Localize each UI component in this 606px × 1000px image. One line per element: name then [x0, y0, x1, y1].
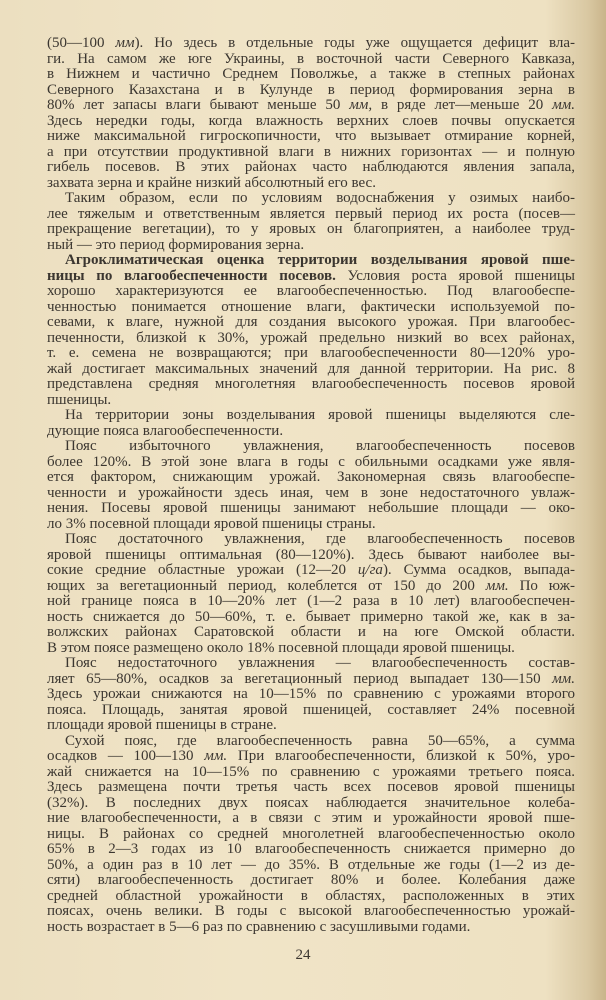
text-line: ется фактором, снижающим урожай. Закономерная связь влагообеспе- — [47, 469, 575, 485]
text-line: На территории зоны возделывания яровой пшеницы выделяются сле- — [65, 407, 575, 423]
paragraph — [47, 408, 575, 439]
text-line: жай достигает максимальных значений для данной территории. На рис. 8 — [47, 360, 575, 377]
italic-unit-text: мм — [115, 35, 135, 51]
text-line: поясах, очень велики. В годы с высокой влагообеспеченностью урожай- — [47, 903, 575, 919]
text-line: лее тяжелым и ответственным является первый период их роста (посев— — [47, 205, 575, 222]
text-line: севами, к влаге, нужной для создания высокого урожая. При влагообес- — [47, 314, 575, 330]
italic-unit-text: мм. — [485, 577, 509, 594]
text-segment: По юж- — [508, 577, 575, 594]
text-line: а при отсутствии продуктивной влаги в нижних горизонтах — и полную — [47, 143, 575, 160]
text-line: прекращение вегетации), то у яровых он благоприятен, а наиболее труд- — [47, 221, 575, 237]
text-line: ло 3% посевной площади яровой пшеницы страны. — [47, 515, 376, 532]
text-line: ный — это период формирования зерна. — [47, 236, 305, 253]
text-segment: При влагообеспеченности, близкой к 50%, уро- — [227, 748, 575, 764]
text-segment: сокие средние областные урожаи (12—20 — [47, 562, 358, 578]
text-line: т. е. семена не возвращаются; при влагообеспеченности 80—120% уро- — [47, 345, 575, 361]
text-line: сяти) влагообеспеченность достигает 80% и более. Колебания даже — [47, 872, 575, 888]
italic-unit-text: мм. — [552, 97, 576, 113]
text-line: пояса. Площадь, занятая яровой пшеницей, составляет 24% посевной — [47, 701, 575, 718]
text-line: в Нижнем и частично Среднем Поволжье, а также в степных районах — [47, 66, 575, 82]
text-line: Пояс недостаточного увлажнения — влагообеспеченность состав- — [65, 655, 575, 671]
text-line: ность возрастает в 5—6 раз по сравнению с засушливыми годами. — [47, 918, 471, 935]
text-line: Северного Казахстана и в Кулунде в период формирования зерна в — [47, 81, 575, 98]
text-segment: ). Сумма осадков, выпада- — [382, 562, 576, 578]
italic-unit-text: мм. — [204, 748, 228, 764]
text-line: Здесь нередки годы, когда влажность верхних слоев почвы опускается — [47, 112, 575, 129]
paragraph — [47, 191, 575, 253]
text-line: ниже максимальной гигроскопичности, что вызывает отмирание корней, — [47, 128, 575, 144]
text-line: гибель посевов. В этих районах часто наблюдаются явления запала, — [47, 159, 575, 175]
italic-unit-text: мм. — [552, 670, 575, 687]
paragraph — [47, 253, 575, 408]
text-line — [47, 579, 575, 595]
text-line: Таким образом, если по условиям водоснабжения у озимых наибо- — [65, 190, 575, 206]
text-line — [47, 563, 575, 579]
paragraph — [47, 532, 575, 656]
text-line: ницы. В районах со средней многолетней влагообеспеченностью около — [47, 825, 575, 842]
text-line — [47, 749, 575, 765]
text-line: Пояс избыточного увлажнения, влагообеспеченность посевов — [65, 438, 575, 454]
text-line: Здесь размещена почти третья часть всех посевов яровой пшеницы — [47, 779, 575, 795]
text-segment: ляет 65—80%, осадков за вегетационный период выпадает 130—150 — [47, 670, 553, 687]
italic-unit-text: ц/га — [357, 562, 383, 578]
text-line: Сухой пояс, где влагообеспеченность равна 50—65%, а сумма — [65, 732, 575, 749]
text-line: ги. На самом же юге Украины, в восточной части Северного Кавказа, — [47, 50, 575, 67]
text-line — [47, 36, 575, 52]
text-line: яровой пшеницы оптимальная (80—120%). Здесь бывают наиболее вы- — [47, 546, 575, 563]
text-line — [47, 253, 575, 269]
bold-heading-text: ницы по влагообеспеченности посевов. — [47, 267, 336, 284]
text-line: ной границе пояса в 10—20% лет (1—2 раза в 10 лет) влагообеспечен- — [47, 593, 575, 609]
text-line: захвата зерна и крайне низкий абсолютный его вес. — [47, 174, 376, 191]
page-number: 24 — [295, 947, 311, 963]
text-segment: в ряде лет—меньше 20 — [372, 97, 553, 113]
text-segment: осадков — 100—130 — [47, 748, 205, 764]
page-body — [47, 36, 575, 935]
text-line: Пояс достаточного увлажнения, где влагообеспеченность посевов — [65, 531, 575, 547]
text-line: жай снижается на 10—15% по сравнению с урожаями третьего пояса. — [47, 763, 575, 780]
paragraph — [47, 656, 575, 734]
text-line: В этом поясе размещено около 18% посевной площади яровой пшеницы. — [47, 639, 515, 656]
bold-heading-text: Агроклиматическая оценка территории возделывания яровой пше- — [65, 252, 575, 268]
text-line: представлена средняя многолетняя влагообеспеченность посевов яровой — [47, 376, 575, 392]
text-line: 50%, а один раз в 10 лет — до 35%. В отдельные же годы (1—2 из де- — [47, 856, 575, 873]
text-line: ченности и урожайности здесь иная, чем в зоне недостаточного увлаж- — [47, 484, 575, 501]
paragraph — [47, 734, 575, 936]
text-line: площади яровой пшеницы в стране. — [47, 717, 277, 733]
text-segment: 80% лет запасы влаги бывают меньше 50 — [47, 97, 350, 113]
text-line: Здесь урожаи снижаются на 10—15% по сравнению с урожаями второго — [47, 686, 575, 702]
text-line: (32%). В последних двух поясах наблюдается значительное колеба- — [47, 794, 575, 811]
italic-unit-text: мм, — [349, 97, 373, 113]
text-line: нения. Посевы яровой пшеницы занимают небольшие площади — око- — [47, 500, 575, 516]
text-segment: (50—100 — [47, 35, 116, 51]
text-line: более 120%. В этой зоне влага в годы с обильными осадками уже явля- — [47, 453, 575, 470]
paragraph — [47, 36, 575, 191]
text-line: пшеницы. — [47, 391, 112, 408]
text-line: волжских районах Саратовской области и на юге Омской области. — [47, 624, 575, 640]
text-line: средней областной урожайности в областях, расположенных в этих — [47, 887, 575, 904]
text-line — [47, 672, 575, 688]
text-segment: ). Но здесь в отдельные годы уже ощущается дефицит вла- — [134, 35, 575, 51]
text-segment: Условия роста яровой пшеницы — [335, 267, 576, 284]
text-line — [47, 98, 575, 114]
text-line: печенности, близкой к 30%, урожай предельно низкий во всех районах, — [47, 329, 575, 346]
text-line: ние влагообеспеченности, а в связи с этим и урожайности яровой пше- — [47, 810, 575, 826]
paragraph — [47, 439, 575, 532]
text-line: хорошо характеризуются ее влагообеспеченностью. Под влагообеспе- — [47, 283, 575, 299]
text-line: 65% в 2—3 годах из 10 влагообеспеченность снижается примерно до — [47, 841, 575, 857]
text-line: ченностью понимается отношение влаги, фактически используемой по- — [47, 298, 575, 315]
text-segment: ющих за вегетационный период, колеблется от 150 до 200 — [47, 577, 486, 594]
text-line — [47, 269, 575, 285]
text-line: дующие пояса влагообеспеченности. — [47, 422, 284, 439]
text-line: ность снижается до 50—60%, т. е. бывает примерно такой же, как в за- — [47, 608, 575, 625]
